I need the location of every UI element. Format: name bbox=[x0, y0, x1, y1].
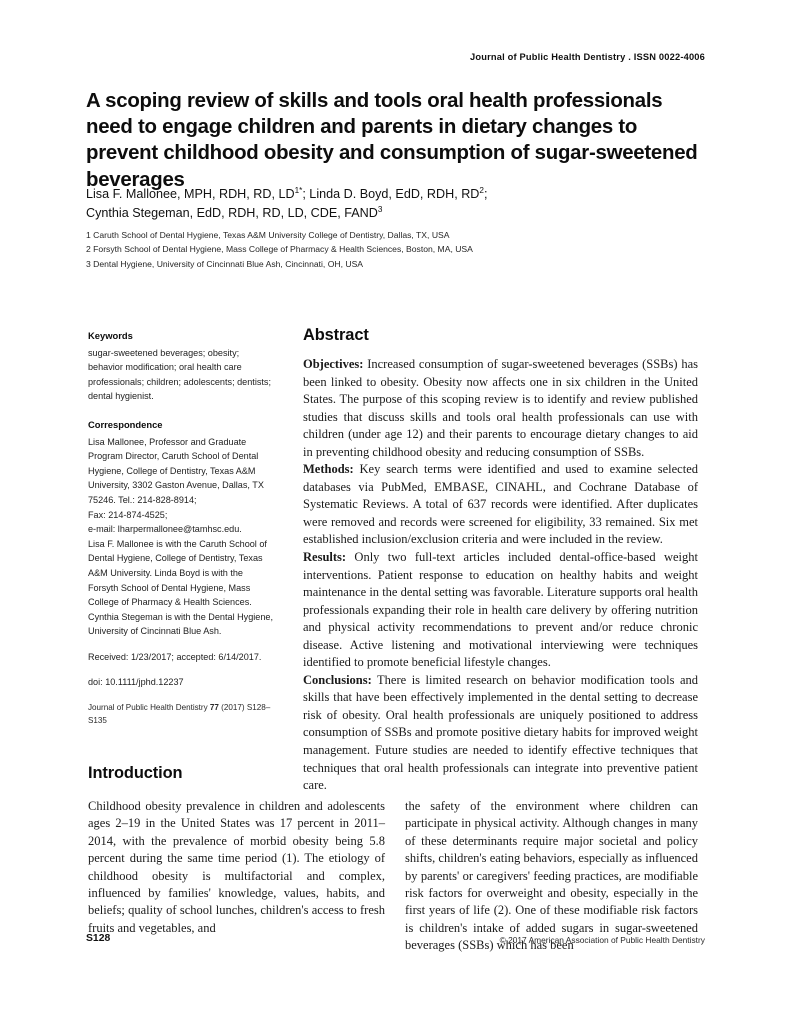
citation-suffix: (2017) S128–S135 bbox=[88, 703, 271, 726]
citation-volume: 77 bbox=[209, 703, 219, 713]
abstract-conclusions-label: Conclusions: bbox=[303, 672, 372, 687]
abstract-methods-text: Key search terms were identified and used to examine selected databases via PubMed, EMBASE, CINAHL, and Cochrane Database of Systematic Reviews. A total of 637 records were identified. After duplicates were removed and records were screened for eligibility, 33 remained. Six met established inclusion/exclusion criteria and were included in the review. bbox=[303, 462, 698, 547]
sidebar-spacer bbox=[88, 639, 274, 650]
abstract-objectives-text: Increased consumption of sugar-sweetened beverages (SSBs) has been linked to obesity. Obesity now affects one in six children in the United States. The purpose of this scoping review is to identify and review published studies that discuss skills and tools oral health professionals can use with children (under age 12) and their parents to encourage dietary changes to aid in preventing childhood obesity and reducing consumption of SSBs. bbox=[303, 357, 698, 459]
correspondence-address: Lisa Mallonee, Professor and Graduate Program Director, Caruth School of Dental Hygiene, College of Dentistry, Texas A&M University, 3302 Gaston Avenue, Dallas, TX 75246. Tel.: 214-828-8914; bbox=[88, 436, 264, 505]
introduction-left-text: Childhood obesity prevalence in children and adolescents ages 2–19 in the United States was 17 percent in 2011–2014, with the prevalence of morbid obesity being 5.8 percent during the same time period (1). The etiology of childhood obesity is multifactorial and complex, influenced by families' knowledge, values, habits, and beliefs; quality of school lunches, children's access to fresh fruits and vegetables, and bbox=[88, 799, 385, 935]
abstract-results-label: Results: bbox=[303, 550, 347, 565]
correspondence-heading: Correspondence bbox=[88, 418, 163, 430]
author-line-1-pre: Lisa F. Mallonee, MPH, RDH, RD, LD bbox=[86, 187, 295, 201]
copyright-notice: © 2017 American Association of Public Health Dentistry bbox=[499, 935, 705, 945]
author-list bbox=[86, 185, 698, 223]
journal-running-head: Journal of Public Health Dentistry . ISSN 0022-4006 bbox=[470, 52, 705, 62]
author-line-1-end: ; bbox=[483, 187, 488, 201]
abstract-methods-label: Methods: bbox=[303, 462, 354, 477]
abstract-methods bbox=[303, 461, 698, 549]
keywords-heading: Keywords bbox=[88, 330, 133, 341]
abstract-results-text: Only two full-text articles included dental-office-based weight interventions. Patient response to education on healthy habits and weight maintenance in the dental setting was favorable. Literature supports oral health professionals expanding their role in health care delivery by offering nutrition and physical activity recommendations to prevent and/or reduce chronic disease. Active listening and motivational interviewing were techniques identified to promote beneficial lifestyle changes. bbox=[303, 550, 698, 670]
author-sup-3: 3 bbox=[377, 204, 383, 214]
citation-prefix: Journal of Public Health Dentistry bbox=[88, 703, 210, 713]
sidebar-spacer bbox=[88, 690, 274, 701]
abstract-conclusions-text: There is limited research on behavior modification tools and skills that have been effectively implemented in the dental setting to decrease risk of obesity. Oral health professionals are uniquely positioned to address consumption of SSBs and promote positive dietary habits for improved weight management. Future studies are needed to identify effective techniques that techniques that oral health professionals can integrate into preventive patient care. bbox=[303, 672, 698, 793]
abstract-objectives-label: Objectives: bbox=[303, 357, 364, 371]
introduction-right-text: the safety of the environment where children can participate in physical activity. Although changes in many of these determinants require major societal and policy shifts, children's eating behaviors, especially as influenced by parents' or caregivers' feeding practices, are modifiable risk factors for overweight and obesity, especially in the first years of life (2). One of these modifiable risk factors is children's intake of added sugars in sugar-sweetened beverages (SSBs) which has been bbox=[405, 799, 698, 953]
correspondence-fax: Fax: 214-874-4525; bbox=[88, 509, 168, 520]
author-line-1-mid: ; Linda D. Boyd, EdD, RDH, RD bbox=[302, 187, 480, 201]
abstract-section bbox=[303, 326, 698, 795]
sidebar-spacer bbox=[88, 664, 274, 675]
page-title: A scoping review of skills and tools oral health professionals need to engage children and parents in dietary changes to prevent childhood obesity and consumption of sugar-sweetened beverages bbox=[86, 90, 698, 191]
sidebar-spacer bbox=[88, 404, 274, 418]
introduction-column-right bbox=[405, 798, 698, 955]
author-line-2-pre: Cynthia Stegeman, EdD, RDH, RD, LD, CDE, FAND bbox=[86, 206, 378, 220]
doi-text[interactable]: doi: 10.1111/jphd.12237 bbox=[88, 677, 184, 688]
correspondence-email[interactable]: e-mail: lharpermallonee@tamhsc.edu. bbox=[88, 524, 242, 535]
author-sup-1: 1* bbox=[294, 185, 303, 195]
title-block bbox=[86, 88, 698, 193]
abstract-heading: Abstract bbox=[303, 326, 369, 344]
correspondence-bio: Lisa F. Mallonee is with the Caruth School of Dental Hygiene, College of Dentistry, Texas A&M University. Linda Boyd is with the Forsyth School of Dental Hygiene, Mass College of Pharmacy & Health Sciences. Cynthia Stegeman is with the Dental Hygiene, University of Cincinnati Blue Ash. bbox=[88, 538, 274, 637]
page-number: S128 bbox=[86, 933, 111, 944]
introduction-column-left bbox=[88, 798, 385, 937]
affiliation-item: 2 Forsyth School of Dental Hygiene, Mass College of Pharmacy & Health Sciences, Boston, MA, USA bbox=[86, 244, 473, 255]
abstract-conclusions bbox=[303, 672, 698, 795]
journal-citation bbox=[88, 701, 274, 727]
affiliation-item: 3 Dental Hygiene, University of Cincinnati Blue Ash, Cincinnati, OH, USA bbox=[86, 258, 364, 269]
keywords-text: sugar-sweetened beverages; obesity; behavior modification; oral health care professionals; children; adolescents; dentists; dental hygienist. bbox=[88, 347, 271, 402]
abstract-objectives bbox=[303, 356, 698, 461]
affiliation-list bbox=[86, 228, 698, 271]
article-metadata-sidebar bbox=[88, 329, 274, 727]
affiliation-item: 1 Caruth School of Dental Hygiene, Texas A&M University College of Dentistry, Dallas, TX, USA bbox=[86, 230, 450, 240]
received-accepted-dates: Received: 1/23/2017; accepted: 6/14/2017. bbox=[88, 651, 262, 662]
introduction-heading: Introduction bbox=[88, 764, 183, 782]
abstract-results bbox=[303, 549, 698, 672]
author-sup-2: 2 bbox=[479, 185, 484, 195]
